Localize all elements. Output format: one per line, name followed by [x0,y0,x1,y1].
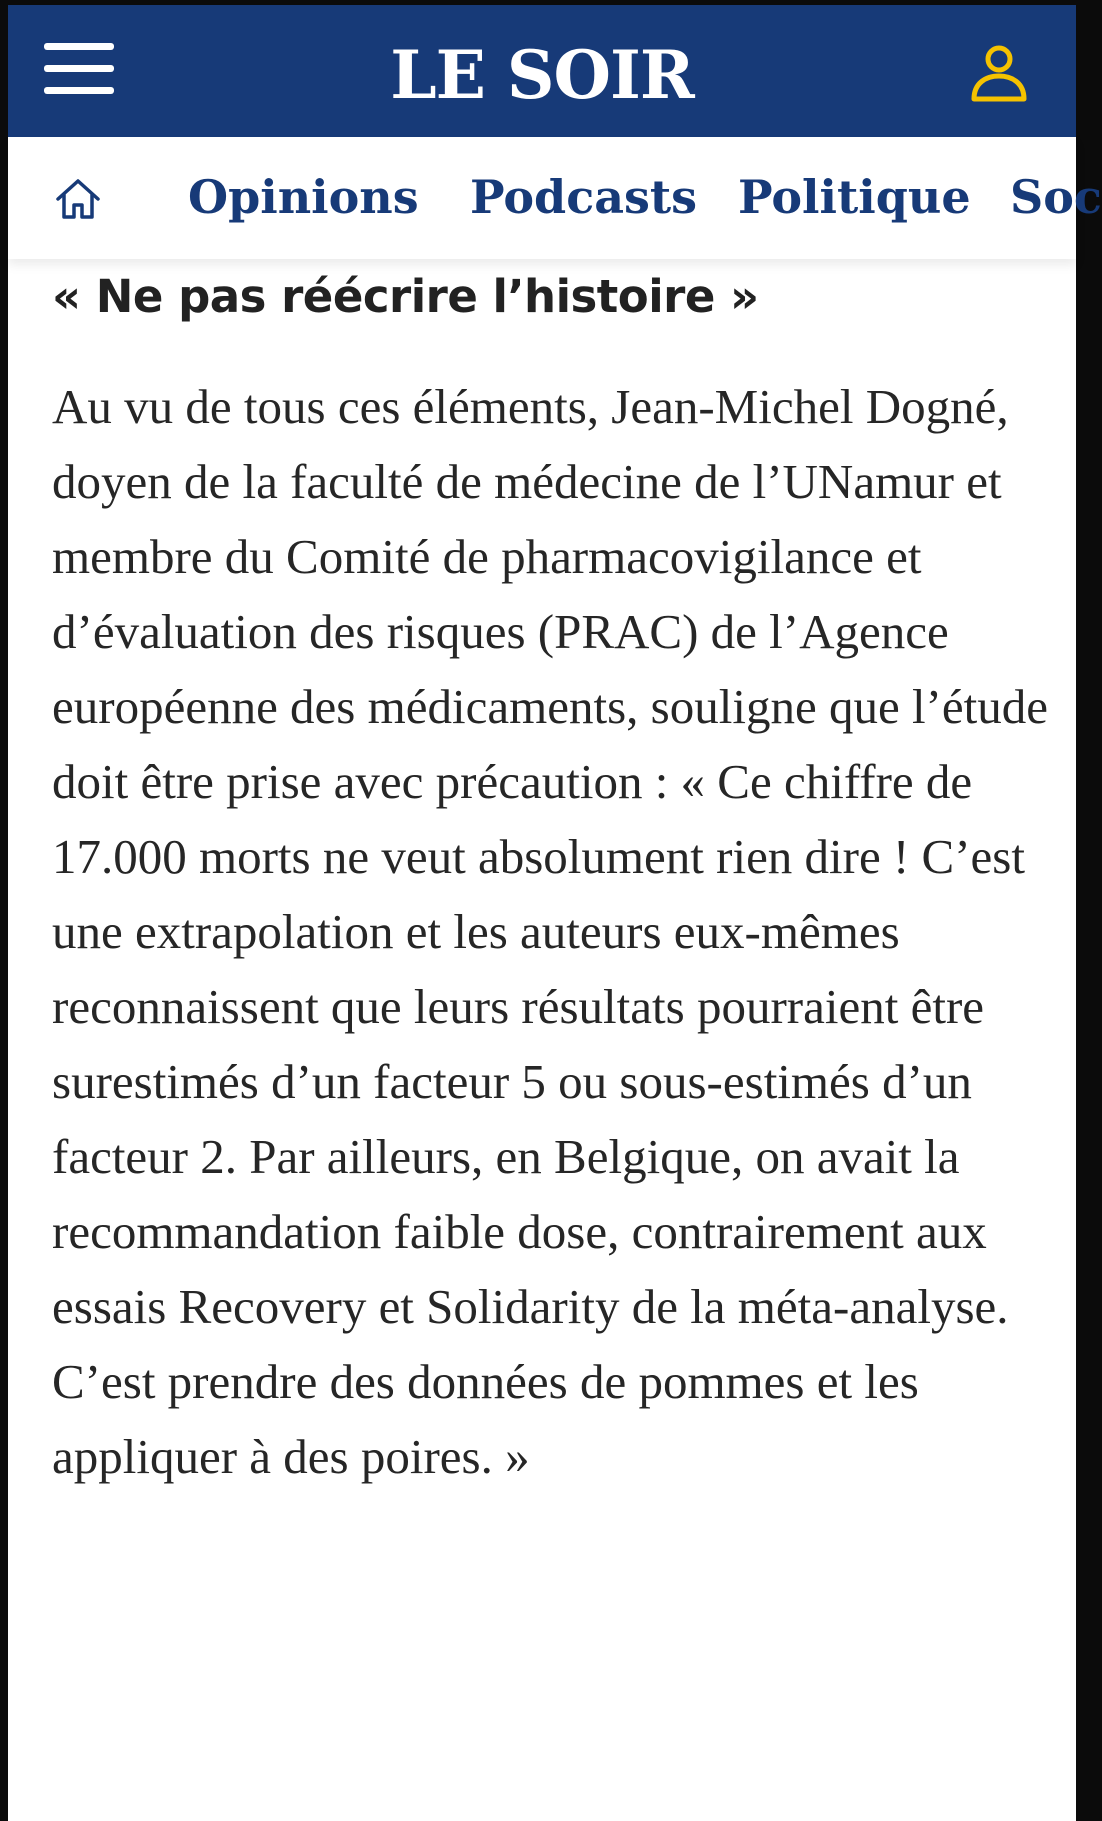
category-nav [8,137,1102,259]
top-bar [8,5,1076,137]
nav-item-politique[interactable]: Politique [738,170,971,224]
app-frame [8,5,1102,1821]
user-icon[interactable] [968,43,1030,105]
nav-item-societe[interactable]: Soc [1010,170,1102,224]
article-body [52,259,1062,1494]
article-paragraph: Au vu de tous ces éléments, Jean-Michel Dogné, doyen de la faculté de médecine de l’UNamur et membre du Comité de pharmacovigilance et d’évaluation des risques (PRAC) de l’Agence européenne des médicaments, souligne que l’étude doit être prise avec précaution : « Ce chiffre de 17.000 morts ne veut absolument rien dire ! C’est une extrapolation et les auteurs eux-mêmes reconnaissent que leurs résultats pourraient être surestimés d’un facteur 5 ou sous-estimés d’un facteur 2. Par ailleurs, en Belgique, on avait la recommandation faible dose, contrairement aux essais Recovery et Solidarity de la méta-analyse. C’est prendre des données de pommes et les appliquer à des poires. » [52,379,1048,1484]
site-logo[interactable]: LE SOIR [390,36,694,114]
home-icon[interactable] [54,177,102,221]
nav-item-opinions[interactable]: Opinions [188,170,419,224]
nav-item-podcasts[interactable]: Podcasts [470,170,698,224]
section-heading: « Ne pas réécrire l’histoire » [52,270,759,323]
